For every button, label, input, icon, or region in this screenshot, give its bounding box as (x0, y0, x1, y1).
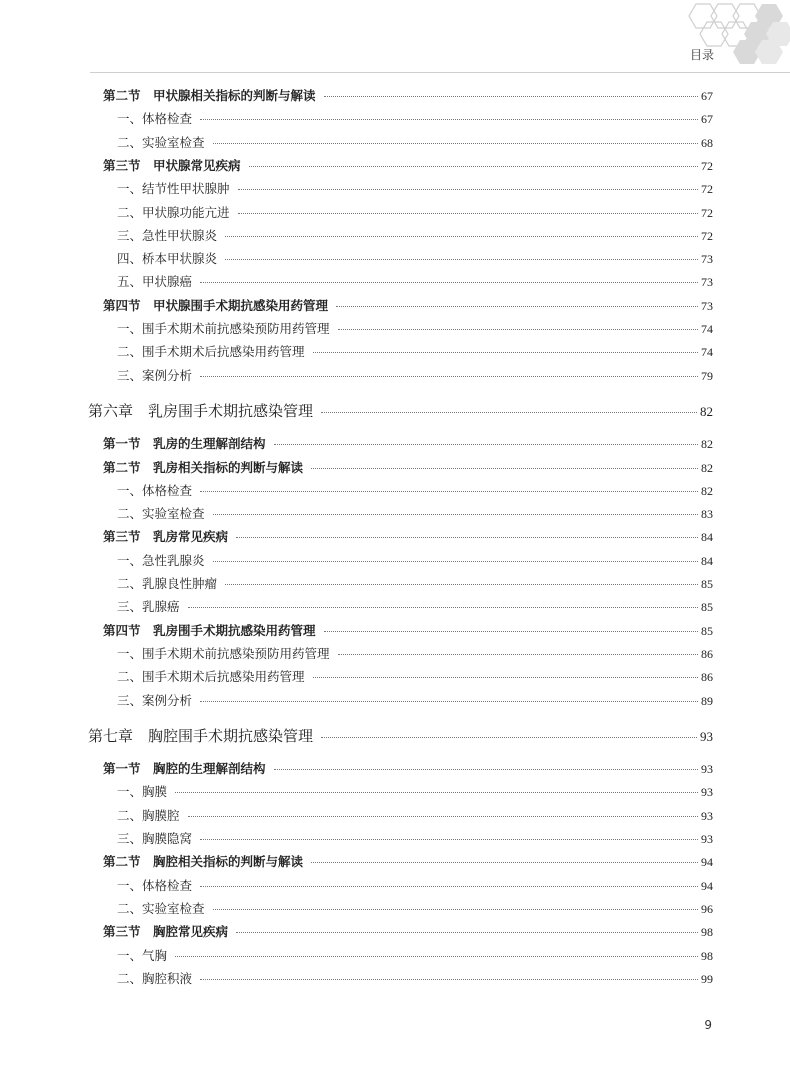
dot-leader (200, 376, 698, 377)
toc-entry-page: 98 (701, 925, 713, 940)
dot-leader (311, 862, 698, 863)
dot-leader (200, 701, 698, 702)
toc-entry-page: 82 (701, 483, 713, 498)
page-number: 9 (704, 1018, 712, 1032)
toc-section-entry[interactable] (103, 924, 713, 940)
toc-entry-label: 三、胸膜隐窝 (117, 831, 193, 846)
toc-entry-page: 85 (701, 600, 713, 615)
toc-entry-page: 86 (701, 670, 713, 685)
dot-leader (338, 654, 698, 655)
dot-leader (200, 491, 698, 492)
toc-item-entry[interactable] (117, 181, 713, 197)
toc-section-entry[interactable] (103, 623, 713, 639)
dot-leader (200, 839, 698, 840)
dot-leader (200, 979, 698, 980)
toc-item-entry[interactable] (117, 111, 713, 127)
toc-item-entry[interactable] (117, 693, 713, 709)
toc-entry-label: 第二节 乳房相关指标的判断与解读 (103, 459, 304, 475)
dot-leader (336, 306, 698, 307)
toc-entry-page: 93 (701, 808, 713, 823)
dot-leader (274, 444, 698, 445)
dot-leader (188, 816, 698, 817)
dot-leader (338, 329, 698, 330)
toc-entry-page: 67 (701, 112, 713, 127)
toc-item-entry[interactable] (117, 274, 713, 290)
header-divider (90, 72, 790, 73)
toc-entry-page: 99 (701, 971, 713, 986)
toc-entry-page: 98 (701, 948, 713, 963)
toc-chapter-entry[interactable] (88, 728, 713, 745)
toc-entry-label: 一、体格检查 (117, 877, 193, 893)
toc-entry-label: 三、乳腺癌 (117, 599, 180, 615)
toc-item-entry[interactable] (117, 948, 713, 964)
toc-item-entry[interactable] (117, 344, 713, 360)
toc-entry-page: 72 (701, 205, 713, 220)
toc-entry-page: 84 (701, 553, 713, 568)
toc-entry-label: 第四节 甲状腺围手术期抗感染用药管理 (103, 297, 329, 313)
toc-chapter-entry[interactable] (88, 403, 713, 420)
hexagon-decoration-icon (670, 0, 790, 80)
toc-entry-label: 一、围手术期术前抗感染预防用药管理 (117, 321, 330, 336)
toc-item-entry[interactable] (117, 784, 713, 800)
toc-entry-page: 96 (701, 901, 713, 916)
toc-entry-page: 82 (701, 460, 713, 475)
toc-entry-page: 93 (701, 832, 713, 846)
toc-entry-label: 二、胸膜腔 (117, 807, 180, 823)
toc-entry-page: 73 (701, 275, 713, 290)
toc-entry-label: 第四节 乳房围手术期抗感染用药管理 (103, 622, 316, 638)
toc-section-entry[interactable] (103, 761, 713, 777)
toc-item-entry[interactable] (117, 251, 713, 267)
dot-leader (324, 631, 698, 632)
toc-item-entry[interactable] (117, 228, 713, 244)
dot-leader (321, 412, 697, 413)
toc-item-entry[interactable] (117, 368, 713, 384)
toc-section-entry[interactable] (103, 529, 713, 545)
toc-item-entry[interactable] (117, 646, 713, 662)
toc-entry-label: 二、胸腔积液 (117, 970, 193, 986)
toc-entry-label: 五、甲状腺癌 (117, 274, 193, 290)
toc-item-entry[interactable] (117, 135, 713, 151)
toc-entry-page: 86 (701, 646, 713, 661)
dot-leader (175, 792, 698, 793)
toc-entry-label: 一、胸膜 (117, 784, 168, 800)
toc-entry-page: 73 (701, 252, 713, 267)
toc-entry-label: 四、桥本甲状腺炎 (117, 251, 218, 267)
toc-entry-page: 82 (701, 437, 713, 452)
dot-leader (311, 468, 698, 469)
dot-leader (236, 932, 698, 933)
toc-entry-page: 83 (701, 507, 713, 522)
toc-entry-label: 三、急性甲状腺炎 (117, 227, 218, 243)
toc-entry-page: 93 (701, 785, 713, 800)
toc-entry-page: 94 (701, 855, 713, 870)
toc-entry-label: 一、急性乳腺炎 (117, 552, 205, 568)
toc-entry-label: 二、实验室检查 (117, 506, 205, 522)
toc-entry-page: 72 (701, 158, 713, 173)
running-header-title: 目录 (689, 48, 714, 62)
toc-entry-label: 一、体格检查 (117, 482, 193, 498)
toc-entry-label: 第一节 胸腔的生理解剖结构 (103, 761, 266, 777)
dot-leader (225, 584, 698, 585)
toc-entry-page: 93 (700, 728, 713, 744)
dot-leader (225, 259, 698, 260)
dot-leader (249, 166, 698, 167)
toc-entry-label: 二、实验室检查 (117, 134, 205, 150)
dot-leader (213, 909, 698, 910)
toc-entry-label: 第三节 乳房常见疾病 (103, 529, 229, 545)
dot-leader (200, 886, 698, 887)
toc-entry-page: 73 (701, 298, 713, 313)
dot-leader (321, 737, 697, 738)
toc-entry-label: 一、气胸 (117, 947, 168, 963)
toc-item-entry[interactable] (117, 599, 713, 615)
dot-leader (175, 956, 698, 957)
toc-item-entry[interactable] (117, 205, 713, 221)
dot-leader (213, 143, 698, 144)
toc-entry-page: 93 (701, 762, 713, 777)
dot-leader (313, 352, 698, 353)
toc-entry-label: 第六章 乳房围手术期抗感染管理 (88, 401, 314, 420)
toc-entry-page: 85 (701, 623, 713, 638)
toc-entry-label: 二、甲状腺功能亢进 (117, 204, 230, 220)
toc-item-entry[interactable] (117, 831, 713, 847)
dot-leader (236, 537, 698, 538)
toc-entry-label: 三、案例分析 (117, 367, 193, 383)
toc-section-entry[interactable] (103, 298, 713, 314)
toc-entry-label: 一、体格检查 (117, 111, 193, 127)
dot-leader (188, 607, 698, 608)
toc-section-entry[interactable] (103, 88, 713, 104)
toc-entry-page: 72 (701, 182, 713, 197)
toc-section-entry[interactable] (103, 158, 713, 174)
toc-entry-page: 82 (700, 403, 713, 419)
toc-item-entry[interactable] (117, 808, 713, 824)
toc-section-entry[interactable] (103, 854, 713, 870)
toc-entry-label: 二、乳腺良性肿瘤 (117, 576, 218, 591)
toc-entry-label: 二、围手术期术后抗感染用药管理 (117, 344, 305, 360)
dot-leader (238, 189, 698, 190)
dot-leader (238, 213, 698, 214)
toc-entry-page: 89 (701, 693, 713, 708)
toc-item-entry[interactable] (117, 321, 713, 337)
toc-entry-label: 第一节 乳房的生理解剖结构 (103, 436, 266, 452)
toc-item-entry[interactable] (117, 901, 713, 917)
dot-leader (313, 677, 698, 678)
toc-item-entry[interactable] (117, 553, 713, 569)
dot-leader (200, 282, 698, 283)
toc-item-entry[interactable] (117, 971, 713, 987)
dot-leader (213, 561, 698, 562)
toc-entry-label: 第二节 胸腔相关指标的判断与解读 (103, 854, 304, 870)
toc-entry-label: 第二节 甲状腺相关指标的判断与解读 (103, 88, 316, 103)
toc-entry-label: 一、围手术期术前抗感染预防用药管理 (117, 645, 330, 661)
dot-leader (274, 769, 698, 770)
toc-entry-page: 84 (701, 530, 713, 545)
toc-entry-label: 第三节 胸腔常见疾病 (103, 924, 229, 940)
toc-entry-page: 68 (701, 135, 713, 150)
toc-entry-label: 一、结节性甲状腺肿 (117, 181, 230, 197)
toc-entry-page: 85 (701, 577, 713, 591)
toc-entry-page: 79 (701, 368, 713, 383)
toc-item-entry[interactable] (117, 669, 713, 685)
toc-item-entry[interactable] (117, 483, 713, 499)
toc-entry-label: 第三节 甲状腺常见疾病 (103, 157, 241, 173)
toc-entry-label: 三、案例分析 (117, 692, 193, 708)
toc-entry-label: 二、实验室检查 (117, 900, 205, 916)
toc-entry-page: 72 (701, 228, 713, 243)
toc-section-entry[interactable] (103, 460, 713, 476)
toc-item-entry[interactable] (117, 576, 713, 592)
dot-leader (324, 96, 698, 97)
dot-leader (225, 236, 698, 237)
toc-entry-page: 74 (701, 322, 713, 336)
toc-entry-page: 94 (701, 878, 713, 893)
toc-entry-page: 74 (701, 345, 713, 360)
toc-section-entry[interactable] (103, 436, 713, 452)
toc-item-entry[interactable] (117, 878, 713, 894)
toc-entry-label: 第七章 胸腔围手术期抗感染管理 (88, 726, 314, 745)
toc-item-entry[interactable] (117, 506, 713, 522)
dot-leader (200, 119, 698, 120)
toc-entry-page: 67 (701, 89, 713, 103)
toc-entry-label: 二、围手术期术后抗感染用药管理 (117, 669, 305, 685)
dot-leader (213, 514, 698, 515)
